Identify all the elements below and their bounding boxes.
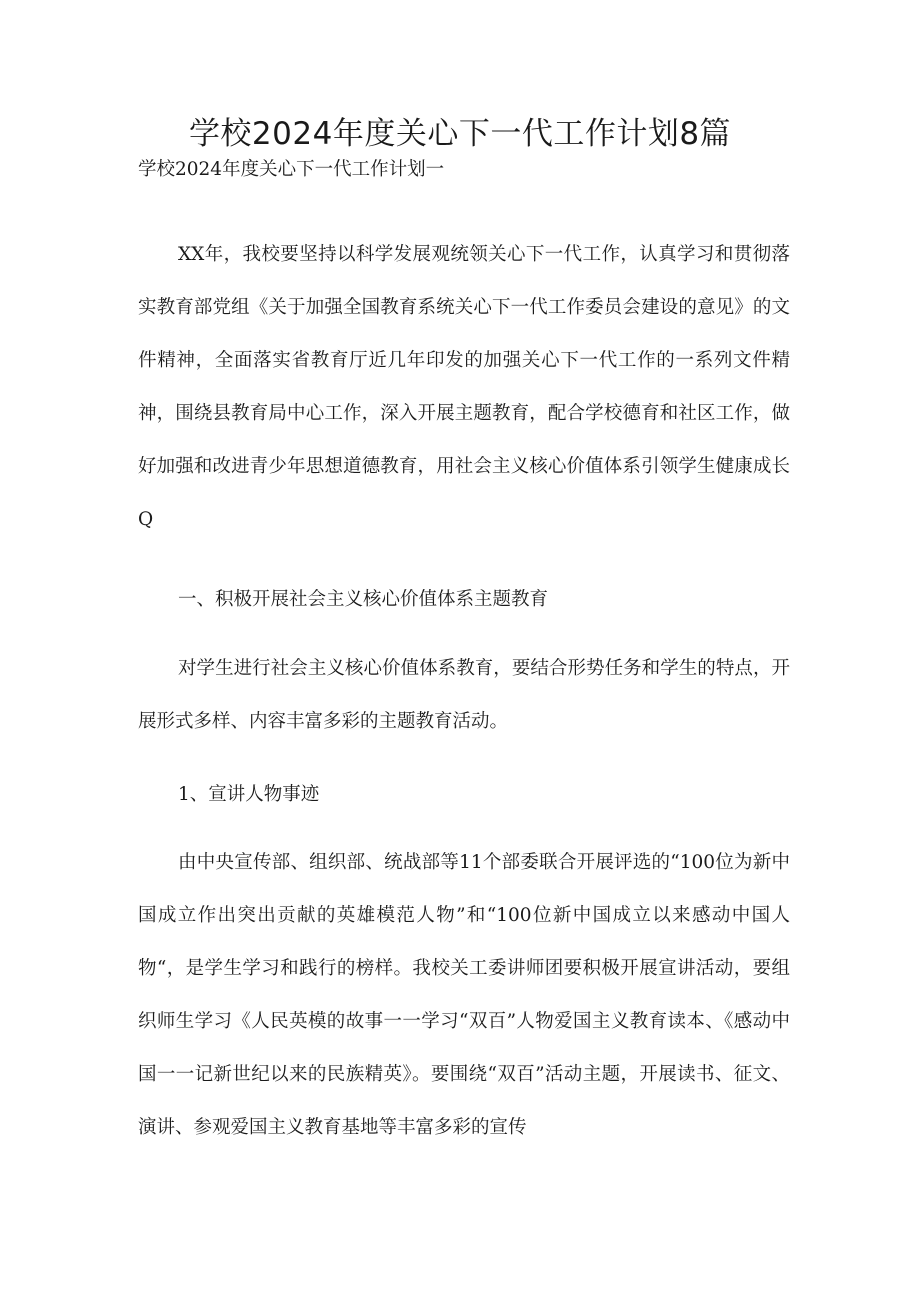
paragraph-intro: XX年，我校要坚持以科学发展观统领关心下一代工作，认真学习和贯彻落实教育部党组《关于加强全国教育系统关心下一代工作委员会建设的意见》的文件精神，全面落实省教育厅近几年印发的加强关心下一代工作的一系列文件精神，围绕县教育局中心工作，深入开展主题教育，配合学校德育和社区工作，做好加强和改进青少年思想道德教育，用社会主义核心价值体系引领学生健康成长Q	[138, 244, 790, 530]
section-heading-1: 一、积极开展社会主义核心价值体系主题教育	[178, 589, 549, 610]
document-subtitle: 学校2024年度关心下一代工作计划一	[138, 159, 445, 180]
paragraph-subsection-1: 由中央宣传部、组织部、统战部等11个部委联合开展评选的“100位为新中国成立作出突出贡献的英雄模范人物”和“100位新中国成立以来感动中国人物“，是学生学习和践行的榜样。我校关工委讲师团要积极开展宣讲活动，要组织师生学习《人民英模的故事一一学习“双百”人物爱国主义教育读本、《感动中国一一记新世纪以来的民族精英》。要围绕“双百”活动主题，开展读书、征文、演讲、参观爱国主义教育基地等丰富多彩的宣传	[138, 852, 790, 1138]
paragraph-section-1: 对学生进行社会主义核心价值体系教育，要结合形势任务和学生的特点，开展形式多样、内容丰富多彩的主题教育活动。	[138, 658, 790, 732]
subsection-heading-1: 1、宣讲人物事迹	[178, 784, 320, 805]
document-title: 学校2024年度关心下一代工作计划8篇	[188, 116, 732, 152]
